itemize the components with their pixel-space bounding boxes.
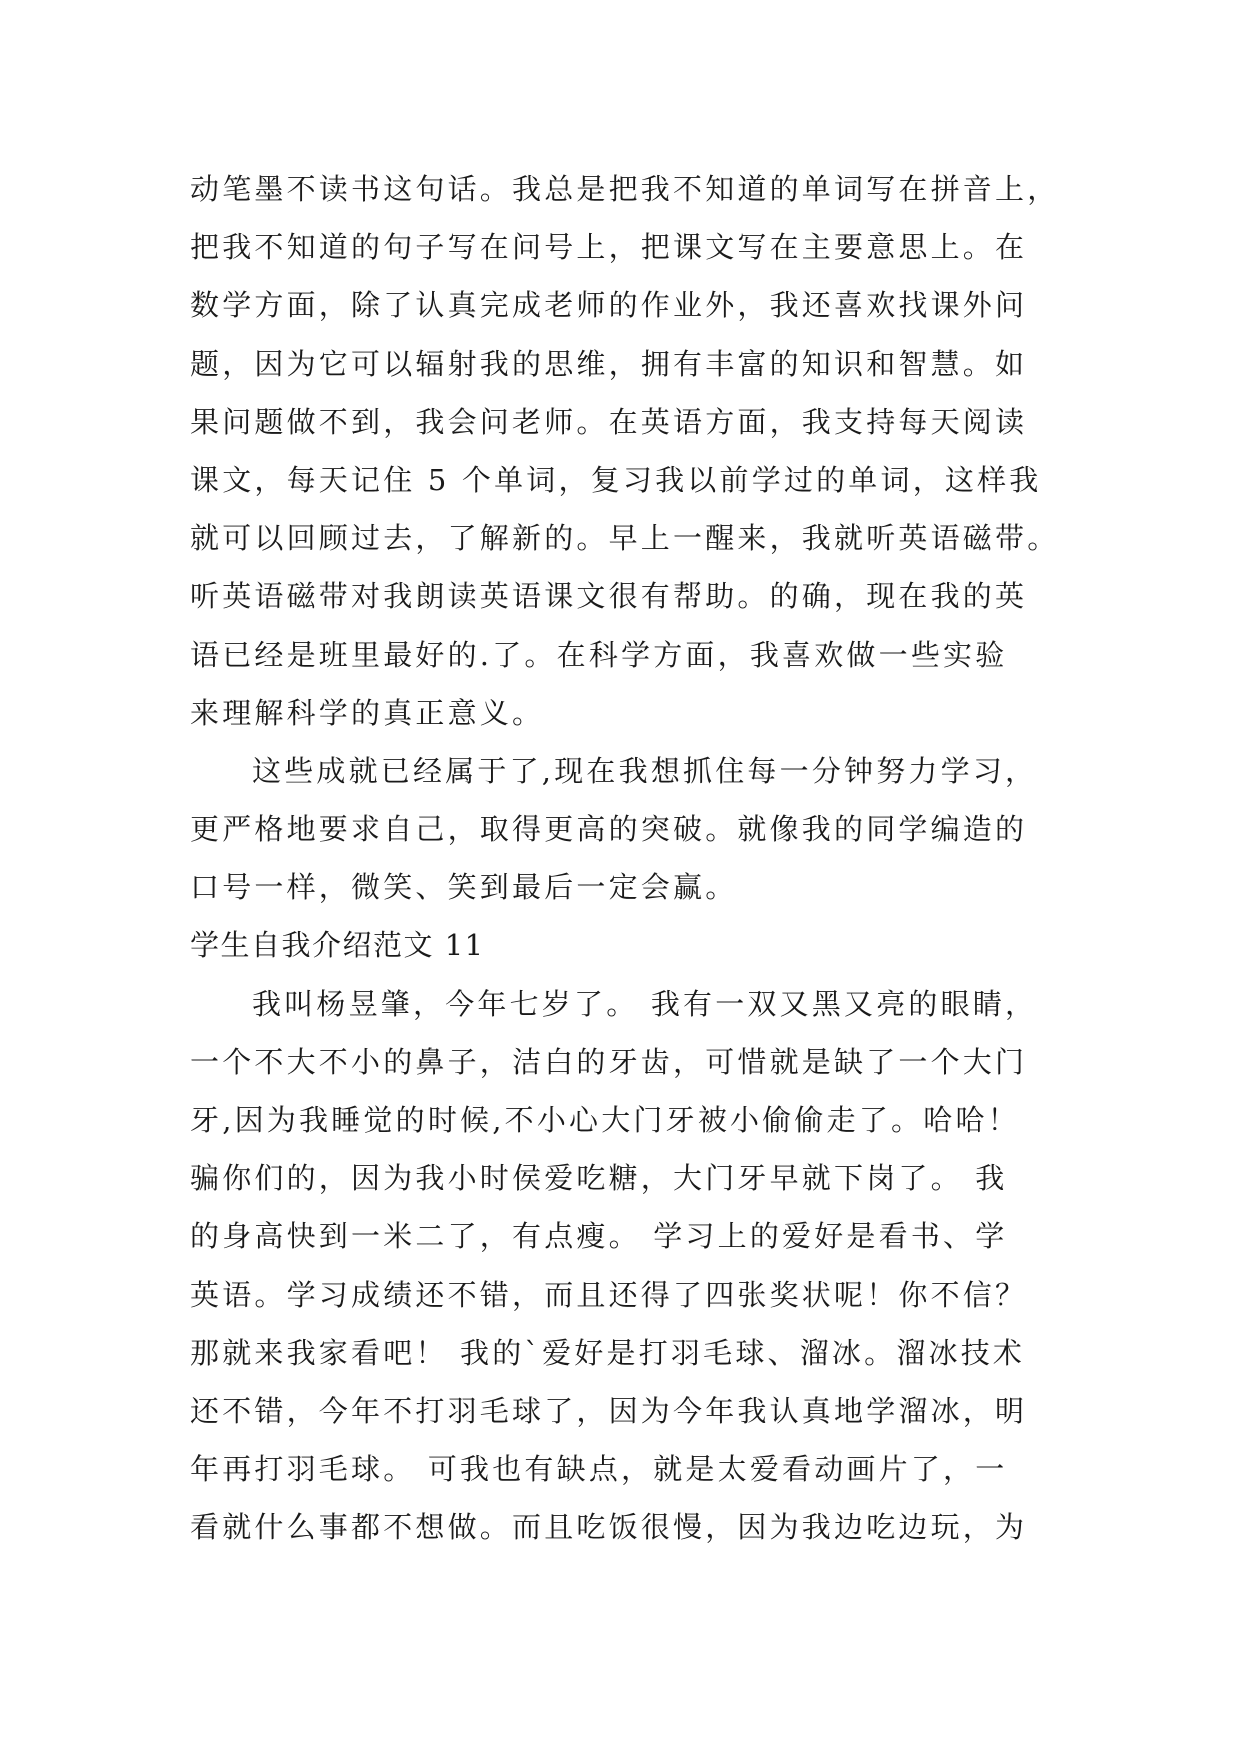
text-line: 还不错，今年不打羽毛球了，因为今年我认真地学溜冰，明 (190, 1393, 1028, 1428)
text-line: 就可以回顾过去，了解新的。早上一醒来，我就听英语磁带。 (190, 521, 1060, 556)
body-text (190, 160, 1090, 1557)
text-line: 课文，每天记住 5 个单词，复习我以前学过的单词，这样我 (190, 462, 1042, 497)
text-line: 看就什么事都不想做。而且吃饭很慢，因为我边吃边玩，为 (190, 1510, 1028, 1545)
text-line: 一个不大不小的鼻子，洁白的牙齿，可惜就是缺了一个大门 (190, 1044, 1028, 1079)
text-line: 动笔墨不读书这句话。我总是把我不知道的单词写在拼音上， (190, 172, 1060, 206)
section-heading: 学生自我介绍范文 11 (190, 928, 485, 963)
paragraph-start-line: 这些成就已经属于了,现在我想抓住每一分钟努力学习， (252, 753, 1038, 788)
text-line: 更严格地要求自己，取得更高的突破。就像我的同学编造的 (190, 812, 1028, 847)
text-line: 那就来我家看吧！ 我的`爱好是打羽毛球、溜冰。溜冰技术 (190, 1335, 1026, 1370)
text-line: 年再打羽毛球。 可我也有缺点，就是太爱看动画片了，一 (190, 1452, 1008, 1487)
text-line: 的身高快到一米二了，有点瘦。 学习上的爱好是看书、学 (190, 1219, 1008, 1254)
text-line: 题，因为它可以辐射我的思维，拥有丰富的知识和智慧。如 (190, 346, 1028, 381)
text-line: 数学方面，除了认真完成老师的作业外，我还喜欢找课外问 (190, 288, 1028, 323)
text-line: 语已经是班里最好的.了。在科学方面，我喜欢做一些实验 (190, 637, 1008, 672)
text-line: 骗你们的，因为我小时侯爱吃糖，大门牙早就下岗了。 我 (190, 1161, 1008, 1196)
paragraph-start-line: 我叫杨昱肇，今年七岁了。 我有一双又黑又亮的眼睛， (252, 986, 1038, 1021)
text-line: 来理解科学的真正意义。 (190, 695, 545, 730)
text-line: 把我不知道的句子写在问号上，把课文写在主要意思上。在 (190, 230, 1028, 265)
text-line: 听英语磁带对我朗读英语课文很有帮助。的确，现在我的英 (190, 579, 1028, 614)
text-line: 牙,因为我睡觉的时候,不小心大门牙被小偷偷走了。哈哈！ (190, 1103, 1020, 1137)
text-line: 果问题做不到，我会问老师。在英语方面，我支持每天阅读 (190, 404, 1028, 439)
text-line: 口号一样，微笑、笑到最后一定会赢。 (190, 870, 738, 905)
text-line: 英语。学习成绩还不错，而且还得了四张奖状呢！你不信？ (190, 1277, 1028, 1312)
